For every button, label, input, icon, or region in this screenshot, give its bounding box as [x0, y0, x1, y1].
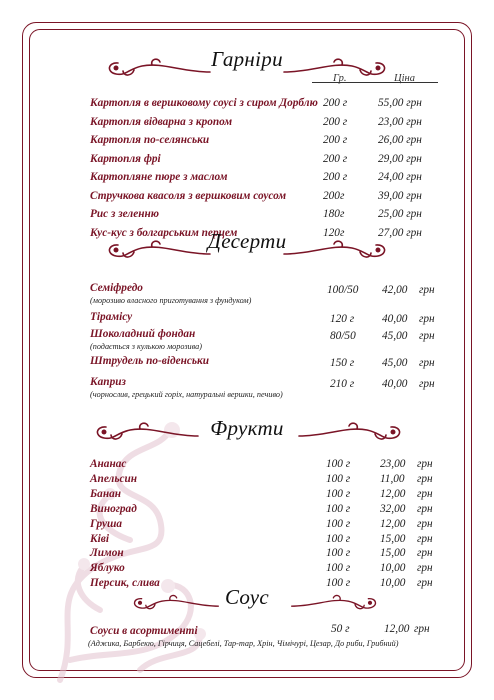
menu-item-price: 39,00 грн	[378, 189, 422, 202]
menu-item-weight: 210 г	[330, 378, 355, 390]
menu-item-name: Апельсин	[90, 472, 138, 485]
menu-item-weight: 100 г	[326, 472, 351, 485]
menu-item-weight: 100 г	[326, 577, 351, 590]
menu-item-name: Груша	[90, 517, 123, 530]
menu-item-currency: грн	[417, 532, 433, 545]
menu-item-weight: 100 г	[326, 547, 351, 560]
menu-item-weight: 180г	[323, 208, 345, 220]
menu-item-price: 45,00	[382, 330, 408, 342]
menu-item-weight: 150 г	[330, 357, 355, 369]
menu-item-name: Картопля відварна з кропом	[90, 115, 233, 128]
menu-item-weight: 80/50	[330, 330, 356, 342]
menu-item-weight: 200г	[323, 189, 345, 202]
menu-item-price: 24,00 грн	[378, 171, 422, 183]
menu-item-price: 40,00	[382, 313, 408, 325]
menu-item-name: Шоколадний фондан	[90, 328, 196, 340]
section-title-garnish: Гарніри	[211, 47, 283, 71]
menu-item-name: Тірамісу	[90, 311, 133, 323]
menu-item-currency: грн	[419, 284, 435, 296]
menu-item-weight: 120 г	[330, 313, 355, 325]
menu-item-price: 32,00	[380, 502, 406, 515]
menu-item-name: Лимон	[90, 547, 124, 560]
menu-item-name: Рис з зеленню	[90, 208, 159, 220]
menu-item-name: Картопля по-селянськи	[90, 134, 210, 146]
menu-item-currency: грн	[417, 547, 433, 560]
menu-item-note: (Аджика, Барбекю, Гірчиця, Сацебелі, Тар-тар, Хрін, Чімічурі, Цезар, До риби, Грибний)	[88, 639, 399, 648]
menu-item-weight: 200 г	[323, 134, 348, 146]
menu-item-currency: грн	[419, 313, 435, 325]
menu-item-currency: грн	[419, 330, 435, 342]
section-title-desserts: Десерти	[207, 229, 287, 253]
menu-item-currency: грн	[414, 623, 430, 635]
menu-item-price: 42,00	[382, 284, 408, 296]
section-title-sauce: Соус	[224, 585, 270, 609]
menu-item-price: 40,00	[382, 378, 408, 390]
menu-item-price: 29,00 грн	[378, 152, 422, 165]
menu-item-price: 27,00 грн	[378, 226, 422, 239]
menu-item-weight: 100 г	[326, 487, 351, 500]
menu-item-note: (морозиво власного приготування з фундуком)	[90, 296, 252, 305]
menu-item-price: 23,00 грн	[378, 115, 422, 128]
menu-item-name: Кус-кус з болгарським перцем	[90, 226, 238, 239]
menu-item-name: Семіфредо	[90, 282, 143, 294]
menu-item-name: Стручкова квасоля з вершковим соусом	[90, 189, 287, 202]
menu-item-name: Картопля фрі	[90, 152, 161, 165]
menu-item-weight: 120г	[323, 226, 345, 239]
menu-item-name: Каприз	[90, 376, 126, 388]
menu-item-name: Ківі	[90, 532, 109, 545]
menu-item-currency: грн	[417, 502, 433, 515]
menu-item-price: 10,00	[380, 577, 406, 590]
menu-item-currency: грн	[417, 458, 433, 470]
menu-item-weight: 100 г	[326, 562, 351, 575]
menu-item-currency: грн	[417, 517, 433, 530]
menu-item-currency: грн	[419, 357, 435, 369]
menu-item-price: 55,00 грн	[378, 97, 422, 109]
menu-item-weight: 50 г	[331, 623, 350, 635]
menu-item-weight: 100/50	[327, 284, 359, 296]
menu-item-currency: грн	[417, 577, 433, 590]
column-header-price: Ціна	[394, 73, 415, 84]
menu-item-price: 11,00	[380, 472, 405, 485]
menu-item-price: 15,00	[380, 547, 406, 560]
menu-item-name: Яблуко	[90, 562, 125, 575]
menu-item-weight: 100 г	[326, 502, 351, 515]
menu-item-note: (подається з кулькою морозива)	[90, 342, 202, 351]
menu-item-currency: грн	[417, 472, 433, 485]
menu-item-weight: 200 г	[323, 97, 348, 109]
menu-item-weight: 200 г	[323, 171, 348, 183]
menu-item-name: Банан	[90, 487, 122, 500]
menu-item-name: Штрудель по-віденськи	[90, 355, 210, 367]
menu-item-name: Ананас	[90, 458, 127, 470]
column-header-weight: Гр.	[333, 73, 347, 84]
menu-item-price: 23,00	[380, 458, 406, 470]
menu-item-currency: грн	[419, 378, 435, 390]
menu-item-price: 15,00	[380, 532, 406, 545]
menu-item-weight: 200 г	[323, 115, 348, 128]
menu-item-weight: 200 г	[323, 152, 348, 165]
menu-item-name: Картопля в вершковому соусі з сиром Дорблю	[90, 97, 318, 109]
menu-item-currency: грн	[417, 487, 433, 500]
menu-item-name: Соуси в асортименті	[90, 625, 198, 637]
menu-item-price: 25,00 грн	[378, 208, 422, 220]
menu-item-weight: 100 г	[326, 532, 351, 545]
menu-item-weight: 100 г	[326, 458, 351, 470]
menu-item-currency: грн	[417, 562, 433, 575]
menu-item-note: (чорнослив, грецький горіх, натуральні вершки, печиво)	[90, 390, 283, 399]
menu-item-weight: 100 г	[326, 517, 351, 530]
menu-item-price: 12,00	[380, 517, 406, 530]
menu-item-name: Виноград	[90, 502, 137, 515]
menu-item-price: 10,00	[380, 562, 406, 575]
menu-item-price: 12,00	[380, 487, 406, 500]
menu-item-price: 26,00 грн	[378, 134, 422, 146]
section-title-fruits: Фрукти	[210, 416, 284, 440]
menu-item-price: 45,00	[382, 357, 408, 369]
menu-item-name: Картопляне пюре з маслом	[90, 171, 228, 183]
floral-watermark	[40, 410, 210, 690]
menu-item-price: 12,00	[384, 623, 410, 635]
menu-item-name: Персик, слива	[90, 577, 160, 590]
column-header-line	[312, 82, 438, 83]
